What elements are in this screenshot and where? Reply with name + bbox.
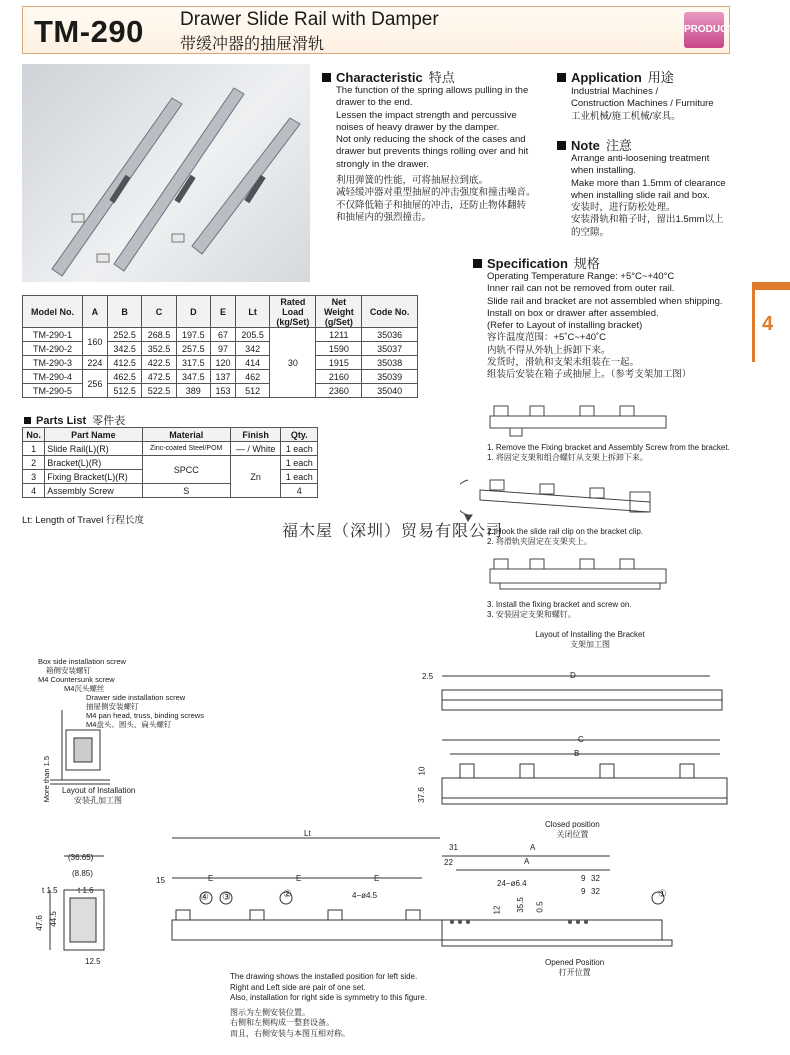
header-a: A bbox=[82, 296, 107, 328]
chapter-number: 4 bbox=[762, 313, 774, 335]
header-model: Model No. bbox=[23, 296, 83, 328]
section-dim-885: (8.85) bbox=[72, 869, 93, 878]
header-weight: Net Weight (g/Set) bbox=[316, 296, 362, 328]
opened-position-drawing-icon bbox=[150, 830, 690, 960]
table-row: TM-290-4 256 462.5 472.5 347.5 137 462 2160 35039 bbox=[23, 370, 418, 384]
opened-dim-a1: A bbox=[530, 843, 536, 852]
opened-dim-32a: 32 bbox=[591, 874, 600, 883]
bracket-step1-text: 1. Remove the Fixing bracket and Assembly Screw from the bracket. 1. 将固定支架和组合螺钉从支架上拆卸下来。 bbox=[487, 443, 730, 462]
opened-dim-e2: E bbox=[296, 874, 302, 883]
install-section-drawing-icon bbox=[40, 700, 120, 830]
closed-dim-10: 10 bbox=[417, 766, 427, 776]
install-layout-caption: Layout of Installation 安装孔加工图 bbox=[62, 786, 136, 805]
opened-dim-e3: E bbox=[374, 874, 380, 883]
opened-dim-holes45: 4−ø4.5 bbox=[352, 891, 378, 900]
opened-dim-9a: 9 bbox=[581, 874, 586, 883]
parts-list-title: Parts List 零件表 bbox=[24, 412, 125, 428]
parts-table-header: No. Part Name Material Finish Qty. bbox=[23, 428, 318, 442]
closed-gap-dim: 2.5 bbox=[422, 672, 434, 681]
opened-dim-12: 12 bbox=[492, 905, 502, 915]
lt-note: Lt: Length of Travel 行程长度 bbox=[22, 515, 144, 526]
parts-table bbox=[22, 427, 318, 498]
closed-dim-c: C bbox=[578, 735, 584, 744]
opened-dim-lt: Lt bbox=[304, 829, 311, 838]
opened-dim-22: 22 bbox=[444, 858, 453, 867]
specification-title: Specification 规格 bbox=[473, 253, 600, 272]
closed-caption: Closed position 关闭位置 bbox=[545, 820, 600, 839]
table-row: TM-290-3 224 412.5 422.5 317.5 120 414 1915 35038 bbox=[23, 356, 418, 370]
clearance-label: More than 1.5 bbox=[42, 756, 51, 803]
section-dim-t15: t 1.5 bbox=[42, 886, 58, 895]
header-lt: Lt bbox=[236, 296, 270, 328]
slide-rail-photo-icon bbox=[22, 64, 310, 282]
product-photo bbox=[22, 64, 310, 282]
bracket-step2-drawing-icon bbox=[460, 470, 670, 525]
table-row: 1 Slide Rail(L)(R) Zinc-coated Steel/POM — / White 1 each bbox=[23, 442, 318, 456]
section-dim-t16: t 1.6 bbox=[78, 886, 94, 895]
note-text: Arrange anti-loosening treatment when installing. Make more than 1.5mm of clearance when installing slide rail and box. 安装时，进行防松处理。 安装滑轨和箱子时，留出1.5mm以上 的空隙。 bbox=[571, 153, 726, 238]
bracket-step1-drawing-icon bbox=[480, 398, 680, 440]
install-labels: Box side installation screw 箱侧安装螺钉 M4 Countersunk screw M4沉头螺丝 Drawer side installation screw 抽屉侧安装螺钉 M4 pan head, truss, binding screws M4盘头、圆头、扁头螺钉 bbox=[38, 657, 204, 729]
characteristic-text: The function of the spring allows pulling in the drawer to the end. Lessen the impact strength and percussive noises of heavy drawer by the damper. Not only reducing the shock of the cases and drawer but prevents things rolling over and hit strongly in the drawer. 利用弹簧的性能，可将抽屉拉到底。 减轻缓冲器对重型抽屉的冲击强度和撞击噪音。 不仅降低箱子和抽屉的冲击，还防止物体翻转 和抽屉内的强烈撞击。 bbox=[336, 85, 536, 223]
header-b: B bbox=[107, 296, 141, 328]
bracket-step3-drawing-icon bbox=[480, 553, 680, 598]
table-row: TM-290-5 512.5 522.5 389 153 512 2360 35040 bbox=[23, 384, 418, 398]
bracket-step2-text: 2. Hook the slide rail clip on the bracket clip. 2. 将滑轨夹固定在支架夹上。 bbox=[487, 527, 644, 546]
company-watermark: 福木屋（深圳）贸易有限公司 bbox=[282, 521, 504, 540]
product-badge: PRODUCT bbox=[684, 12, 724, 48]
header-e: E bbox=[211, 296, 236, 328]
characteristic-title: Characteristic 特点 bbox=[322, 67, 455, 86]
table-row: TM-290-2 342.5 352.5 257.5 97 342 1590 35037 bbox=[23, 342, 418, 356]
opened-dim-05: 0.5 bbox=[535, 901, 545, 913]
callout-2: ② bbox=[283, 889, 292, 900]
footer-note: The drawing shows the installed position for left side. Right and Left side are pair of one set. Also, installation for right side is symmetry to this figure. 图示为左侧安装位置。 右侧和左侧构成一整套设备。 而且，右侧安装与本图互相对称。 bbox=[230, 972, 427, 1038]
opened-dim-355: 35.5 bbox=[515, 897, 525, 913]
opened-dim-e1: E bbox=[208, 874, 214, 883]
section-dim-476: 47.6 bbox=[34, 915, 44, 931]
header-c: C bbox=[142, 296, 176, 328]
closed-dim-37: 37.6 bbox=[416, 787, 426, 803]
opened-dim-31: 31 bbox=[449, 843, 458, 852]
bracket-layout-caption: Layout of Installing the Bracket 支架加工图 bbox=[535, 630, 645, 649]
section-dim-3665: (36.65) bbox=[68, 853, 94, 862]
opened-dim-15: 15 bbox=[156, 876, 165, 885]
table-row: TM-290-1 160 252.5 268.5 197.5 67 205.5 30 1211 35036 bbox=[23, 328, 418, 342]
title-english: Drawer Slide Rail with Damper bbox=[180, 9, 439, 30]
chapter-tab-bar bbox=[752, 282, 790, 290]
model-table bbox=[22, 295, 418, 398]
note-title: Note 注意 bbox=[557, 135, 632, 154]
closed-dim-d: D bbox=[570, 671, 576, 680]
title-chinese: 带缓冲器的抽屉滑轨 bbox=[180, 36, 325, 53]
section-dim-125: 12.5 bbox=[85, 957, 101, 966]
header-d: D bbox=[176, 296, 210, 328]
application-text: Industrial Machines / Construction Machines / Furniture 工业机械/施工机械/家具。 bbox=[571, 86, 714, 122]
opened-dim-9b: 9 bbox=[581, 887, 586, 896]
section-dim-445: 44.5 bbox=[48, 911, 58, 927]
opened-dim-a2: A bbox=[524, 857, 530, 866]
bracket-step3-text: 3. Install the fixing bracket and screw on. 3. 安装固定支架和螺钉。 bbox=[487, 600, 632, 619]
header-code: Code No. bbox=[362, 296, 418, 328]
opened-dim-holes64: 24−ø6.4 bbox=[497, 879, 527, 888]
application-title: Application 用途 bbox=[557, 67, 674, 86]
table-row: 2 Bracket(L)(R) SPCC Zn 1 each bbox=[23, 456, 318, 470]
opened-dim-32b: 32 bbox=[591, 887, 600, 896]
callout-4: ④ bbox=[200, 892, 209, 903]
model-table-header bbox=[23, 296, 418, 328]
table-row: 4 Assembly Screw S 4 bbox=[23, 484, 318, 498]
opened-caption: Opened Position 打开位置 bbox=[545, 958, 605, 977]
callout-1: ① bbox=[658, 889, 667, 900]
model-number: TM-290 bbox=[34, 14, 144, 49]
specification-text: Operating Temperature Range: +5°C~+40°C Inner rail can not be removed from outer rail. Slide rail and bracket are not assembled when shipping. Install on box or drawer after assembled. (Refer to Layout of installing bracket) 容许温度范围：+5˚C~+40˚C 内轨不得从外轨上拆卸下来。 发货时，滑轨和支架未组装在一起。 组装后安装在箱子或抽屉上。（参考支架加工图） bbox=[487, 271, 723, 381]
header-load: Rated Load (kg/Set) bbox=[270, 296, 316, 328]
callout-3: ③ bbox=[222, 892, 231, 903]
table-row: 3 Fixing Bracket(L)(R) 1 each bbox=[23, 470, 318, 484]
closed-dim-b: B bbox=[574, 749, 580, 758]
